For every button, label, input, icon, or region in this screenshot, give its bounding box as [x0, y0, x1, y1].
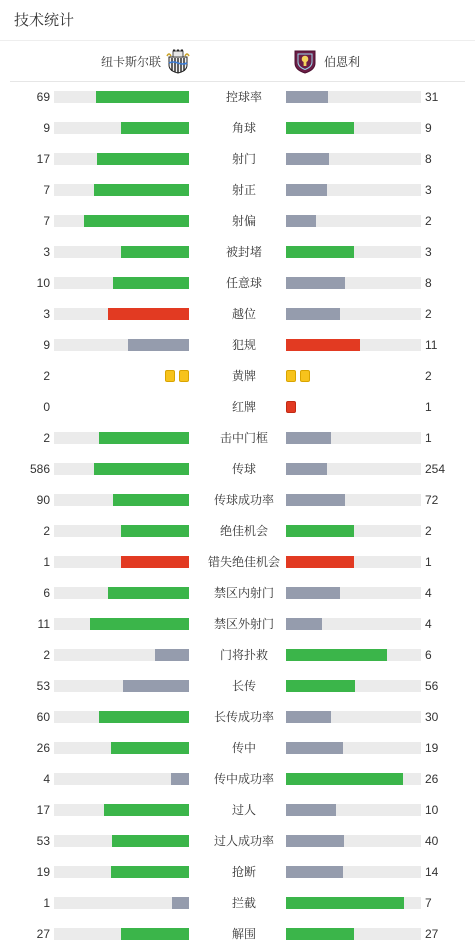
- away-stat-bar-fill: [286, 556, 354, 568]
- home-stat-value: 60: [36, 710, 50, 724]
- home-stat-value: 10: [36, 276, 50, 290]
- stat-label: 犯规: [231, 338, 256, 352]
- home-stat-bar: [54, 804, 189, 816]
- home-stat-bar-fill: [123, 680, 189, 692]
- home-stat-bar: [54, 339, 189, 351]
- away-stat-bar-fill: [286, 153, 329, 165]
- home-stat-value: 7: [43, 214, 50, 228]
- home-stat-bar-fill: [121, 928, 189, 940]
- yellow-card-icon: [286, 370, 296, 382]
- away-stat-bar-fill: [286, 184, 327, 196]
- home-stat-bar-fill: [113, 277, 189, 289]
- home-stat-bar: [54, 928, 189, 940]
- home-stat-value: 17: [36, 803, 50, 817]
- away-stat-bar: [286, 711, 421, 723]
- home-stat-bar-fill: [171, 773, 189, 785]
- stat-label: 传球: [231, 462, 256, 476]
- stat-label: 过人: [231, 803, 256, 817]
- home-stat-bar-fill: [111, 866, 189, 878]
- away-stat-bar: [286, 308, 421, 320]
- away-stat-bar: [286, 618, 421, 630]
- home-stat-bar: [54, 463, 189, 475]
- away-stat-bar: [286, 122, 421, 134]
- away-stat-bar-fill: [286, 773, 403, 785]
- home-stat-bar-fill: [90, 618, 189, 630]
- home-stat-bar: [54, 742, 189, 754]
- stat-row[interactable]: [0, 524, 475, 538]
- stat-label: 红牌: [231, 400, 256, 414]
- stat-row[interactable]: [0, 462, 475, 476]
- home-stat-value: 9: [43, 121, 50, 135]
- home-stat-bar: [54, 835, 189, 847]
- stat-label: 击中门框: [219, 431, 268, 445]
- stat-label: 长传: [231, 679, 256, 693]
- stat-label: 角球: [231, 121, 256, 135]
- home-stat-bar-fill: [99, 432, 189, 444]
- away-stat-bar-fill: [286, 463, 327, 475]
- home-stat-value: 27: [36, 927, 50, 941]
- away-stat-value: 4: [425, 586, 432, 600]
- away-stat-value: 254: [425, 462, 446, 476]
- away-stat-value: 3: [425, 245, 432, 259]
- header-divider: [0, 40, 475, 41]
- yellow-card-icon: [165, 370, 175, 382]
- away-stat-bar-fill: [286, 928, 354, 940]
- stat-label: 传中: [231, 741, 256, 755]
- away-stat-bar-fill: [286, 742, 343, 754]
- stat-row[interactable]: [0, 741, 475, 755]
- away-stat-bar: [286, 928, 421, 940]
- home-stat-bar: [54, 680, 189, 692]
- home-stat-value: 7: [43, 183, 50, 197]
- stat-label: 禁区外射门: [213, 617, 274, 631]
- home-stat-bar: [54, 215, 189, 227]
- home-stat-bar-fill: [112, 835, 189, 847]
- away-stat-bar-fill: [286, 711, 331, 723]
- away-cards: [286, 401, 296, 413]
- away-stat-value: 1: [425, 555, 432, 569]
- stat-label: 传球成功率: [213, 493, 274, 507]
- home-stat-value: 2: [43, 369, 50, 383]
- stat-row[interactable]: [0, 803, 475, 817]
- red-card-icon: [286, 401, 296, 413]
- away-stat-bar: [286, 153, 421, 165]
- away-stat-bar: [286, 246, 421, 258]
- away-stat-bar-fill: [286, 897, 404, 909]
- away-stat-bar-fill: [286, 525, 354, 537]
- home-stat-value: 586: [29, 462, 50, 476]
- newcastle-crest-icon: [165, 48, 191, 74]
- home-stat-value: 17: [36, 152, 50, 166]
- away-stat-value: 40: [425, 834, 439, 848]
- home-stat-bar-fill: [113, 494, 189, 506]
- home-stat-bar-fill: [121, 246, 189, 258]
- away-stat-bar: [286, 525, 421, 537]
- stat-label: 传中成功率: [213, 772, 274, 786]
- home-stat-bar: [54, 153, 189, 165]
- away-stat-bar-fill: [286, 277, 345, 289]
- home-stat-bar-fill: [121, 556, 189, 568]
- away-stat-value: 8: [425, 152, 432, 166]
- stat-label: 射偏: [231, 214, 256, 228]
- away-stat-bar: [286, 835, 421, 847]
- home-stat-value: 0: [43, 400, 50, 414]
- stat-label: 黄牌: [231, 369, 256, 383]
- away-stat-bar: [286, 494, 421, 506]
- away-stat-value: 56: [425, 679, 439, 693]
- stat-row[interactable]: [0, 586, 475, 600]
- away-stat-value: 2: [425, 369, 432, 383]
- stat-label: 过人成功率: [213, 834, 274, 848]
- stat-row[interactable]: [0, 555, 475, 569]
- away-stat-bar-fill: [286, 494, 345, 506]
- stat-row[interactable]: [0, 679, 475, 693]
- away-stat-value: 2: [425, 524, 432, 538]
- home-stat-bar: [54, 618, 189, 630]
- home-stat-value: 11: [37, 617, 50, 631]
- away-stat-bar: [286, 277, 421, 289]
- away-stat-bar-fill: [286, 649, 387, 661]
- home-stat-bar-fill: [128, 339, 189, 351]
- home-stat-bar-fill: [94, 184, 189, 196]
- home-stat-bar: [54, 711, 189, 723]
- home-stat-bar: [54, 432, 189, 444]
- stat-label: 射门: [231, 152, 256, 166]
- away-stat-bar-fill: [286, 587, 340, 599]
- away-stat-bar: [286, 339, 421, 351]
- away-stat-bar: [286, 432, 421, 444]
- home-stat-value: 9: [43, 338, 50, 352]
- home-stat-bar: [54, 649, 189, 661]
- home-stat-bar: [54, 122, 189, 134]
- away-stat-value: 31: [425, 90, 439, 104]
- home-stat-bar-fill: [108, 587, 189, 599]
- away-stat-value: 1: [425, 400, 432, 414]
- away-stat-value: 27: [425, 927, 439, 941]
- away-stat-bar: [286, 866, 421, 878]
- away-stat-value: 72: [425, 493, 439, 507]
- away-stat-bar: [286, 556, 421, 568]
- away-stat-value: 4: [425, 617, 432, 631]
- away-cards: [286, 370, 310, 382]
- home-stat-bar-fill: [84, 215, 189, 227]
- home-stat-value: 53: [36, 679, 50, 693]
- stat-row[interactable]: [0, 307, 475, 321]
- stat-row[interactable]: [0, 431, 475, 445]
- stat-row[interactable]: [0, 927, 475, 941]
- away-stat-bar-fill: [286, 680, 355, 692]
- home-stat-value: 6: [43, 586, 50, 600]
- stat-label: 控球率: [225, 90, 262, 104]
- away-stat-value: 6: [425, 648, 432, 662]
- home-stat-bar: [54, 494, 189, 506]
- stat-row[interactable]: [0, 152, 475, 166]
- away-stat-value: 3: [425, 183, 432, 197]
- home-stat-value: 3: [43, 245, 50, 259]
- away-stat-value: 14: [425, 865, 439, 879]
- stat-row[interactable]: [0, 710, 475, 724]
- home-stat-bar: [54, 525, 189, 537]
- stat-row[interactable]: [0, 245, 475, 259]
- away-stat-bar: [286, 184, 421, 196]
- stat-label: 解围: [231, 927, 256, 941]
- away-stat-value: 9: [425, 121, 432, 135]
- home-stat-bar-fill: [97, 153, 189, 165]
- away-team[interactable]: [292, 47, 360, 75]
- away-stat-value: 2: [425, 307, 432, 321]
- away-stat-bar: [286, 91, 421, 103]
- home-stat-bar: [54, 866, 189, 878]
- home-stat-value: 69: [36, 90, 50, 104]
- away-stat-value: 1: [425, 431, 432, 445]
- away-stat-value: 8: [425, 276, 432, 290]
- home-stat-bar: [54, 556, 189, 568]
- stat-label: 错失绝佳机会: [207, 555, 280, 569]
- yellow-card-icon: [300, 370, 310, 382]
- away-stat-bar-fill: [286, 308, 340, 320]
- stat-row[interactable]: [0, 648, 475, 662]
- away-stat-value: 7: [425, 896, 432, 910]
- home-stat-bar: [54, 587, 189, 599]
- away-stat-bar-fill: [286, 835, 344, 847]
- home-stat-value: 2: [43, 648, 50, 662]
- home-stat-bar-fill: [121, 525, 189, 537]
- home-stat-bar: [54, 91, 189, 103]
- home-stat-bar-fill: [172, 897, 189, 909]
- home-cards: [165, 370, 189, 382]
- stat-label: 抢断: [231, 865, 256, 879]
- home-stat-value: 3: [43, 307, 50, 321]
- stat-row[interactable]: [0, 834, 475, 848]
- home-stat-value: 1: [43, 896, 50, 910]
- stat-label: 射正: [231, 183, 256, 197]
- away-stat-value: 26: [425, 772, 439, 786]
- away-stat-bar: [286, 587, 421, 599]
- stat-row[interactable]: [0, 90, 475, 104]
- home-team-name: 纽卡斯尔联: [100, 54, 161, 69]
- away-stat-bar: [286, 463, 421, 475]
- stat-row[interactable]: [0, 865, 475, 879]
- away-stat-bar-fill: [286, 432, 331, 444]
- stat-row[interactable]: [0, 400, 475, 414]
- home-stat-value: 53: [36, 834, 50, 848]
- home-stat-value: 90: [36, 493, 50, 507]
- away-stat-bar-fill: [286, 804, 336, 816]
- stat-row[interactable]: [0, 369, 475, 383]
- home-stat-value: 2: [43, 524, 50, 538]
- stat-row[interactable]: [0, 214, 475, 228]
- stat-row[interactable]: [0, 617, 475, 631]
- away-stat-value: 11: [425, 338, 438, 352]
- away-stat-bar: [286, 742, 421, 754]
- away-stat-bar-fill: [286, 215, 316, 227]
- home-stat-value: 2: [43, 431, 50, 445]
- home-stat-bar-fill: [104, 804, 189, 816]
- away-stat-bar-fill: [286, 618, 322, 630]
- home-stat-value: 4: [43, 772, 50, 786]
- stat-label: 长传成功率: [213, 710, 274, 724]
- stat-label: 任意球: [225, 276, 262, 290]
- away-stat-value: 30: [425, 710, 439, 724]
- burnley-crest-icon: [292, 48, 318, 74]
- stat-row[interactable]: [0, 896, 475, 910]
- home-stat-bar-fill: [99, 711, 189, 723]
- yellow-card-icon: [179, 370, 189, 382]
- home-team[interactable]: [101, 47, 191, 75]
- away-stat-bar: [286, 215, 421, 227]
- away-stat-bar-fill: [286, 866, 343, 878]
- away-stat-bar: [286, 680, 421, 692]
- stat-row[interactable]: [0, 772, 475, 786]
- away-team-name: 伯恩利: [324, 54, 361, 69]
- away-stat-value: 10: [425, 803, 439, 817]
- away-stat-value: 19: [425, 741, 439, 755]
- home-stat-bar: [54, 184, 189, 196]
- stat-label: 被封堵: [225, 245, 262, 259]
- home-stat-bar-fill: [155, 649, 189, 661]
- stat-label: 拦截: [231, 896, 256, 910]
- away-stat-bar-fill: [286, 246, 354, 258]
- away-stat-bar-fill: [286, 122, 354, 134]
- stat-label: 门将扑救: [219, 648, 268, 662]
- stat-row[interactable]: [0, 183, 475, 197]
- home-stat-bar-fill: [121, 122, 189, 134]
- home-stat-value: 1: [43, 555, 50, 569]
- away-stat-bar: [286, 804, 421, 816]
- home-stat-bar-fill: [111, 742, 189, 754]
- home-stat-bar: [54, 246, 189, 258]
- page-title: 技术统计: [14, 12, 75, 29]
- home-stat-value: 19: [36, 865, 50, 879]
- stat-row[interactable]: [0, 121, 475, 135]
- home-stat-bar: [54, 773, 189, 785]
- stat-label: 越位: [231, 307, 256, 321]
- home-stat-bar-fill: [94, 463, 189, 475]
- team-divider: [10, 81, 465, 82]
- stat-row[interactable]: [0, 493, 475, 507]
- home-stat-value: 26: [36, 741, 50, 755]
- away-stat-bar: [286, 897, 421, 909]
- home-stat-bar: [54, 277, 189, 289]
- home-stat-bar: [54, 897, 189, 909]
- home-stat-bar-fill: [108, 308, 189, 320]
- away-stat-bar-fill: [286, 339, 360, 351]
- away-stat-bar: [286, 649, 421, 661]
- away-stat-bar-fill: [286, 91, 328, 103]
- stat-label: 绝佳机会: [219, 524, 268, 538]
- stat-row[interactable]: [0, 276, 475, 290]
- home-stat-bar: [54, 308, 189, 320]
- home-stat-bar-fill: [96, 91, 189, 103]
- away-stat-bar: [286, 773, 421, 785]
- away-stat-value: 2: [425, 214, 432, 228]
- stat-label: 禁区内射门: [213, 586, 274, 600]
- stat-row[interactable]: [0, 338, 475, 352]
